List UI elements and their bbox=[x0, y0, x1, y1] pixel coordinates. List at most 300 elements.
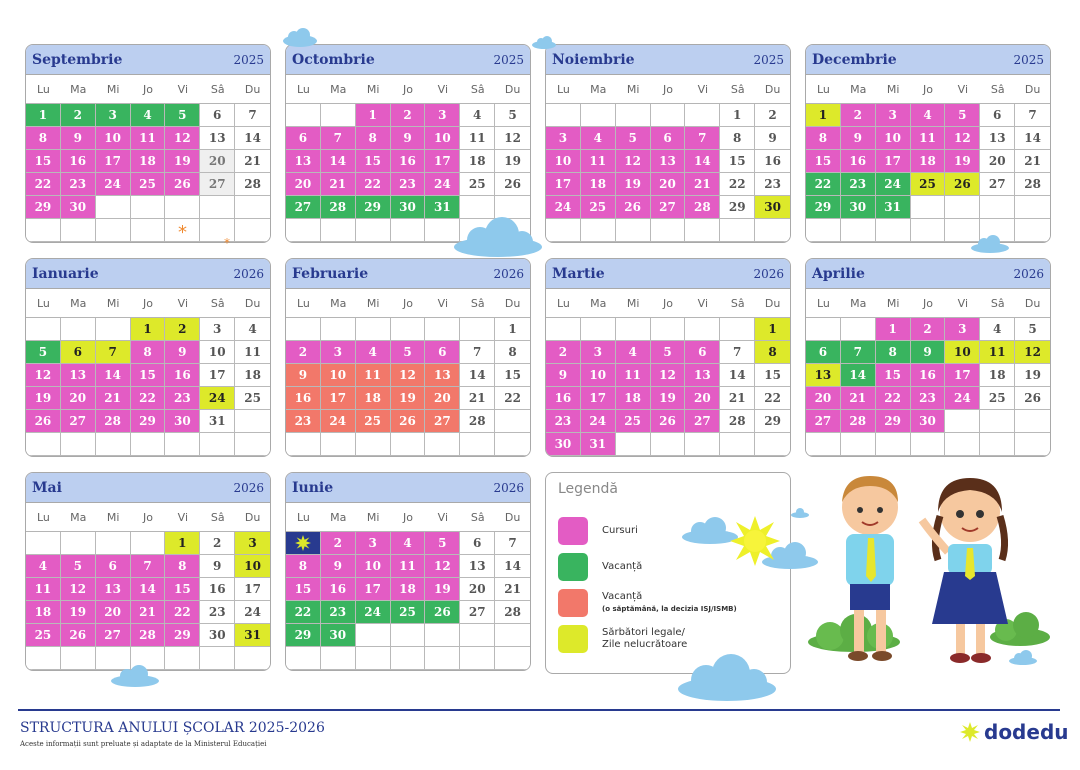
day-cell: 1 bbox=[26, 104, 61, 127]
empty-cell bbox=[391, 647, 426, 670]
day-cell: 7 bbox=[131, 555, 166, 578]
day-cell: 15 bbox=[26, 150, 61, 173]
day-cell: 29 bbox=[26, 196, 61, 219]
day-cell: 9 bbox=[391, 127, 426, 150]
weekday-label: Sâ bbox=[720, 289, 755, 318]
day-cell: 27 bbox=[96, 624, 131, 647]
cloud-icon bbox=[970, 234, 1010, 254]
day-cell: 7 bbox=[841, 341, 876, 364]
day-cell: 27 bbox=[685, 410, 720, 433]
empty-cell bbox=[581, 104, 616, 127]
weekday-label: Mi bbox=[356, 289, 391, 318]
month-year: 2025 bbox=[753, 52, 784, 67]
day-cell: 29 bbox=[131, 410, 166, 433]
empty-cell bbox=[755, 219, 790, 242]
day-cell: 7 bbox=[321, 127, 356, 150]
day-cell: 2 bbox=[286, 341, 321, 364]
empty-cell bbox=[321, 219, 356, 242]
weekday-label: Ma bbox=[61, 289, 96, 318]
month-calendar bbox=[25, 44, 271, 243]
empty-cell bbox=[651, 433, 686, 456]
day-cell: 11 bbox=[235, 341, 270, 364]
day-cell: 16 bbox=[391, 150, 426, 173]
empty-cell bbox=[911, 196, 946, 219]
day-cell: 6 bbox=[806, 341, 841, 364]
day-cell: 9 bbox=[286, 364, 321, 387]
empty-cell bbox=[720, 318, 755, 341]
day-cell: 26 bbox=[165, 173, 200, 196]
day-cell: 6 bbox=[96, 555, 131, 578]
day-cell: 18 bbox=[616, 387, 651, 410]
day-cell: 26 bbox=[651, 410, 686, 433]
empty-cell bbox=[61, 318, 96, 341]
day-cell: 30 bbox=[546, 433, 581, 456]
month-calendar bbox=[25, 258, 271, 457]
empty-cell bbox=[235, 433, 270, 456]
weekday-label: Vi bbox=[425, 75, 460, 104]
day-cell: 26 bbox=[391, 410, 426, 433]
day-cell: 10 bbox=[321, 364, 356, 387]
month-year: 2025 bbox=[233, 52, 264, 67]
month-header bbox=[806, 259, 1050, 289]
brand-name: dodedu bbox=[984, 720, 1069, 744]
empty-cell bbox=[720, 433, 755, 456]
day-cell: 19 bbox=[616, 173, 651, 196]
day-cell: 21 bbox=[685, 173, 720, 196]
weekday-label: Lu bbox=[806, 289, 841, 318]
legend-item-sarbatori bbox=[558, 625, 687, 653]
empty-cell bbox=[235, 219, 270, 242]
day-cell: 30 bbox=[755, 196, 790, 219]
day-cell: 16 bbox=[321, 578, 356, 601]
day-cell: 28 bbox=[720, 410, 755, 433]
day-cell: 1 bbox=[131, 318, 166, 341]
day-cell: 22 bbox=[286, 601, 321, 624]
day-cell: 15 bbox=[806, 150, 841, 173]
day-cell: 2 bbox=[841, 104, 876, 127]
day-cell: 3 bbox=[235, 532, 270, 555]
day-cell: 17 bbox=[200, 364, 235, 387]
legend-swatch-vacanta bbox=[558, 553, 588, 581]
day-cell: 23 bbox=[546, 410, 581, 433]
month-year: 2026 bbox=[493, 480, 524, 495]
weekday-label: Sâ bbox=[980, 75, 1015, 104]
day-cell: 30 bbox=[911, 410, 946, 433]
day-cell: 17 bbox=[425, 150, 460, 173]
empty-cell bbox=[391, 318, 426, 341]
day-cell: 5 bbox=[945, 104, 980, 127]
month-year: 2026 bbox=[233, 266, 264, 281]
weekday-label: Du bbox=[755, 75, 790, 104]
day-cell: 29 bbox=[720, 196, 755, 219]
weekday-label: Vi bbox=[945, 75, 980, 104]
day-cell: 5 bbox=[425, 532, 460, 555]
day-cell: 19 bbox=[651, 387, 686, 410]
month-header bbox=[806, 45, 1050, 75]
empty-cell bbox=[980, 410, 1015, 433]
day-cell: 20 bbox=[460, 578, 495, 601]
empty-cell bbox=[911, 219, 946, 242]
day-cell: 13 bbox=[286, 150, 321, 173]
day-cell: 20 bbox=[286, 173, 321, 196]
day-cell: 15 bbox=[165, 578, 200, 601]
day-cell: 27 bbox=[651, 196, 686, 219]
day-cell: 20 bbox=[806, 387, 841, 410]
day-cell: 11 bbox=[616, 364, 651, 387]
day-cell: 24 bbox=[96, 173, 131, 196]
day-cell: 4 bbox=[460, 104, 495, 127]
day-cell: 9 bbox=[321, 555, 356, 578]
day-cell: 13 bbox=[685, 364, 720, 387]
day-cell: 21 bbox=[720, 387, 755, 410]
day-cell: 11 bbox=[911, 127, 946, 150]
month-year: 2025 bbox=[493, 52, 524, 67]
empty-cell bbox=[26, 318, 61, 341]
weekday-label: Vi bbox=[425, 503, 460, 532]
day-cell: 29 bbox=[356, 196, 391, 219]
day-cell: 28 bbox=[841, 410, 876, 433]
day-cell: 16 bbox=[911, 364, 946, 387]
day-cell: 8 bbox=[26, 127, 61, 150]
day-cell: 31 bbox=[200, 410, 235, 433]
weekday-label: Lu bbox=[546, 289, 581, 318]
weekday-label: Lu bbox=[26, 75, 61, 104]
empty-cell bbox=[945, 433, 980, 456]
day-cell: 5 bbox=[495, 104, 530, 127]
day-cell: 25 bbox=[131, 173, 166, 196]
day-cell: 16 bbox=[286, 387, 321, 410]
day-cell: 5 bbox=[391, 341, 426, 364]
day-cell: 19 bbox=[495, 150, 530, 173]
weekday-label: Mi bbox=[616, 75, 651, 104]
day-cell: 18 bbox=[980, 364, 1015, 387]
day-cell: 16 bbox=[61, 150, 96, 173]
day-cell: 26 bbox=[616, 196, 651, 219]
day-cell: 2 bbox=[165, 318, 200, 341]
empty-cell bbox=[651, 219, 686, 242]
day-cell: 19 bbox=[391, 387, 426, 410]
empty-cell bbox=[235, 196, 270, 219]
day-cell: 9 bbox=[911, 341, 946, 364]
month-header bbox=[546, 259, 790, 289]
day-cell: 21 bbox=[96, 387, 131, 410]
empty-cell bbox=[165, 647, 200, 670]
weekday-label: Vi bbox=[685, 289, 720, 318]
empty-cell bbox=[616, 219, 651, 242]
day-cell: 27 bbox=[286, 196, 321, 219]
day-cell: 24 bbox=[945, 387, 980, 410]
weekday-label: Ma bbox=[61, 75, 96, 104]
day-cell: 26 bbox=[61, 624, 96, 647]
day-cell: 15 bbox=[495, 364, 530, 387]
day-cell: 25 bbox=[26, 624, 61, 647]
empty-cell bbox=[685, 433, 720, 456]
day-cell: 28 bbox=[685, 196, 720, 219]
day-cell: 5 bbox=[61, 555, 96, 578]
empty-cell bbox=[321, 647, 356, 670]
day-cell: 11 bbox=[131, 127, 166, 150]
empty-cell bbox=[495, 647, 530, 670]
asterisk-decoration: * bbox=[224, 236, 230, 250]
empty-cell bbox=[61, 532, 96, 555]
month-header bbox=[286, 259, 530, 289]
empty-cell bbox=[460, 318, 495, 341]
day-cell: 25 bbox=[980, 387, 1015, 410]
weekday-label: Ma bbox=[581, 75, 616, 104]
month-name: Mai bbox=[32, 479, 62, 496]
legend-title: Legendă bbox=[558, 481, 619, 497]
day-cell: 20 bbox=[651, 173, 686, 196]
empty-cell bbox=[1015, 196, 1050, 219]
empty-cell bbox=[165, 433, 200, 456]
empty-cell bbox=[806, 219, 841, 242]
weekday-label: Jo bbox=[391, 289, 426, 318]
empty-cell bbox=[685, 104, 720, 127]
day-cell: 26 bbox=[425, 601, 460, 624]
weekday-label: Sâ bbox=[460, 503, 495, 532]
weekday-label: Ma bbox=[321, 75, 356, 104]
month-name: Martie bbox=[552, 265, 605, 282]
day-cell: 29 bbox=[286, 624, 321, 647]
day-cell: 4 bbox=[581, 127, 616, 150]
legend-sublabel: (o săptămână, la decizia ISJ/ISMB) bbox=[602, 605, 737, 613]
cloud-icon bbox=[110, 664, 160, 688]
day-cell: 13 bbox=[806, 364, 841, 387]
day-cell: 8 bbox=[165, 555, 200, 578]
day-cell: 18 bbox=[391, 578, 426, 601]
weekday-label: Mi bbox=[96, 75, 131, 104]
day-cell: 6 bbox=[425, 341, 460, 364]
empty-cell bbox=[425, 647, 460, 670]
day-cell: 9 bbox=[755, 127, 790, 150]
day-cell: 23 bbox=[165, 387, 200, 410]
day-cell: 6 bbox=[460, 532, 495, 555]
month-name: Iunie bbox=[292, 479, 334, 496]
brand-logo bbox=[960, 720, 1069, 744]
day-cell: 22 bbox=[26, 173, 61, 196]
day-cell: 14 bbox=[720, 364, 755, 387]
day-cell: 13 bbox=[200, 127, 235, 150]
day-cell: 23 bbox=[391, 173, 426, 196]
weekday-label: Mi bbox=[356, 75, 391, 104]
day-cell: 12 bbox=[61, 578, 96, 601]
empty-cell bbox=[96, 219, 131, 242]
day-cell: 7 bbox=[460, 341, 495, 364]
day-cell: 28 bbox=[321, 196, 356, 219]
empty-cell bbox=[286, 219, 321, 242]
weekday-label: Du bbox=[235, 503, 270, 532]
empty-cell bbox=[321, 104, 356, 127]
legend-item-cursuri bbox=[558, 517, 638, 545]
weekday-label: Vi bbox=[425, 289, 460, 318]
day-cell: 28 bbox=[495, 601, 530, 624]
day-cell: 3 bbox=[321, 341, 356, 364]
day-cell: 6 bbox=[200, 104, 235, 127]
empty-cell bbox=[61, 647, 96, 670]
day-cell: 14 bbox=[96, 364, 131, 387]
day-cell: 11 bbox=[356, 364, 391, 387]
day-cell: 18 bbox=[460, 150, 495, 173]
day-cell: 2 bbox=[321, 532, 356, 555]
empty-cell bbox=[581, 318, 616, 341]
cloud-icon bbox=[676, 652, 778, 702]
weekday-label: Sâ bbox=[720, 75, 755, 104]
day-cell: 23 bbox=[286, 410, 321, 433]
day-cell: 13 bbox=[460, 555, 495, 578]
empty-cell bbox=[1015, 433, 1050, 456]
weekday-label: Ma bbox=[841, 289, 876, 318]
day-cell: 6 bbox=[980, 104, 1015, 127]
weekday-label: Ma bbox=[581, 289, 616, 318]
day-cell: 31 bbox=[235, 624, 270, 647]
day-cell: 17 bbox=[581, 387, 616, 410]
empty-cell bbox=[1015, 219, 1050, 242]
day-cell: 2 bbox=[61, 104, 96, 127]
weekday-label: Lu bbox=[286, 75, 321, 104]
day-cell: 14 bbox=[321, 150, 356, 173]
weekday-label: Lu bbox=[286, 289, 321, 318]
day-cell: 28 bbox=[96, 410, 131, 433]
day-cell: 22 bbox=[720, 173, 755, 196]
day-cell: 27 bbox=[980, 173, 1015, 196]
day-cell: 28 bbox=[1015, 173, 1050, 196]
day-cell: 22 bbox=[806, 173, 841, 196]
day-cell: 24 bbox=[356, 601, 391, 624]
weekday-label: Vi bbox=[165, 503, 200, 532]
month-calendar bbox=[545, 258, 791, 457]
weekday-label: Vi bbox=[165, 75, 200, 104]
day-cell: 4 bbox=[235, 318, 270, 341]
day-cell: 15 bbox=[876, 364, 911, 387]
empty-cell bbox=[425, 433, 460, 456]
day-cell: 22 bbox=[356, 173, 391, 196]
day-cell: 24 bbox=[876, 173, 911, 196]
day-cell: 1 bbox=[165, 532, 200, 555]
weekday-label: Jo bbox=[391, 75, 426, 104]
day-cell: 21 bbox=[1015, 150, 1050, 173]
empty-cell bbox=[911, 433, 946, 456]
day-cell: 3 bbox=[356, 532, 391, 555]
day-cell: 22 bbox=[755, 387, 790, 410]
day-cell: 3 bbox=[945, 318, 980, 341]
day-cell: 2 bbox=[755, 104, 790, 127]
day-cell: 30 bbox=[165, 410, 200, 433]
footer-divider bbox=[18, 709, 1060, 711]
day-cell: 14 bbox=[841, 364, 876, 387]
day-cell: 22 bbox=[495, 387, 530, 410]
day-cell: 1 bbox=[720, 104, 755, 127]
day-cell: 31 bbox=[876, 196, 911, 219]
empty-cell bbox=[616, 318, 651, 341]
day-cell: 17 bbox=[96, 150, 131, 173]
day-cell: 31 bbox=[425, 196, 460, 219]
empty-cell bbox=[841, 219, 876, 242]
cloud-icon bbox=[531, 36, 557, 50]
day-cell: 19 bbox=[945, 150, 980, 173]
empty-cell bbox=[460, 647, 495, 670]
empty-cell bbox=[131, 532, 166, 555]
day-cell: 23 bbox=[911, 387, 946, 410]
month-year: 2025 bbox=[1013, 52, 1044, 67]
day-cell: 11 bbox=[391, 555, 426, 578]
day-cell: 16 bbox=[200, 578, 235, 601]
empty-cell bbox=[96, 433, 131, 456]
empty-cell bbox=[945, 410, 980, 433]
empty-cell bbox=[685, 318, 720, 341]
day-cell: 20 bbox=[980, 150, 1015, 173]
empty-cell bbox=[131, 219, 166, 242]
day-cell: 18 bbox=[911, 150, 946, 173]
day-cell: 20 bbox=[685, 387, 720, 410]
children-illustration bbox=[820, 472, 1050, 672]
empty-cell bbox=[356, 318, 391, 341]
month-calendar bbox=[285, 472, 531, 671]
day-cell: 25 bbox=[616, 410, 651, 433]
weekday-label: Du bbox=[495, 503, 530, 532]
empty-cell bbox=[286, 318, 321, 341]
day-cell: 21 bbox=[841, 387, 876, 410]
day-cell: 9 bbox=[841, 127, 876, 150]
day-cell: 25 bbox=[356, 410, 391, 433]
weekday-label: Lu bbox=[286, 503, 321, 532]
month-name: Ianuarie bbox=[32, 265, 99, 282]
empty-cell bbox=[96, 532, 131, 555]
day-cell: 21 bbox=[460, 387, 495, 410]
day-cell: 14 bbox=[495, 555, 530, 578]
month-header bbox=[26, 45, 270, 75]
weekday-label: Mi bbox=[876, 75, 911, 104]
day-cell: 24 bbox=[546, 196, 581, 219]
weekday-label: Ma bbox=[841, 75, 876, 104]
day-cell: 12 bbox=[945, 127, 980, 150]
weekday-label: Mi bbox=[356, 503, 391, 532]
day-cell: 8 bbox=[876, 341, 911, 364]
day-cell: 13 bbox=[425, 364, 460, 387]
legend-swatch-cursuri bbox=[558, 517, 588, 545]
day-cell: 15 bbox=[720, 150, 755, 173]
day-cell: 10 bbox=[546, 150, 581, 173]
empty-cell bbox=[806, 318, 841, 341]
start-day-star-icon bbox=[286, 532, 321, 555]
day-cell: 14 bbox=[235, 127, 270, 150]
day-cell: 7 bbox=[1015, 104, 1050, 127]
month-calendar bbox=[805, 44, 1051, 243]
day-cell: 30 bbox=[200, 624, 235, 647]
day-cell: 3 bbox=[200, 318, 235, 341]
footer-title: STRUCTURA ANULUI ȘCOLAR 2025-2026 bbox=[20, 720, 325, 736]
weekday-label: Jo bbox=[911, 289, 946, 318]
day-cell: 12 bbox=[616, 150, 651, 173]
day-cell: 25 bbox=[235, 387, 270, 410]
day-cell: 12 bbox=[425, 555, 460, 578]
day-cell: 17 bbox=[235, 578, 270, 601]
day-cell: 17 bbox=[945, 364, 980, 387]
empty-cell bbox=[806, 433, 841, 456]
weekday-label: Mi bbox=[616, 289, 651, 318]
empty-cell bbox=[876, 219, 911, 242]
day-cell: 29 bbox=[806, 196, 841, 219]
weekday-label: Du bbox=[235, 289, 270, 318]
brand-sun-icon bbox=[960, 722, 980, 742]
empty-cell bbox=[720, 219, 755, 242]
day-cell: 25 bbox=[460, 173, 495, 196]
day-cell: 8 bbox=[286, 555, 321, 578]
cloud-icon bbox=[452, 216, 544, 258]
weekday-label: Mi bbox=[96, 289, 131, 318]
day-cell: 19 bbox=[425, 578, 460, 601]
weekday-label: Lu bbox=[546, 75, 581, 104]
day-cell: 29 bbox=[876, 410, 911, 433]
